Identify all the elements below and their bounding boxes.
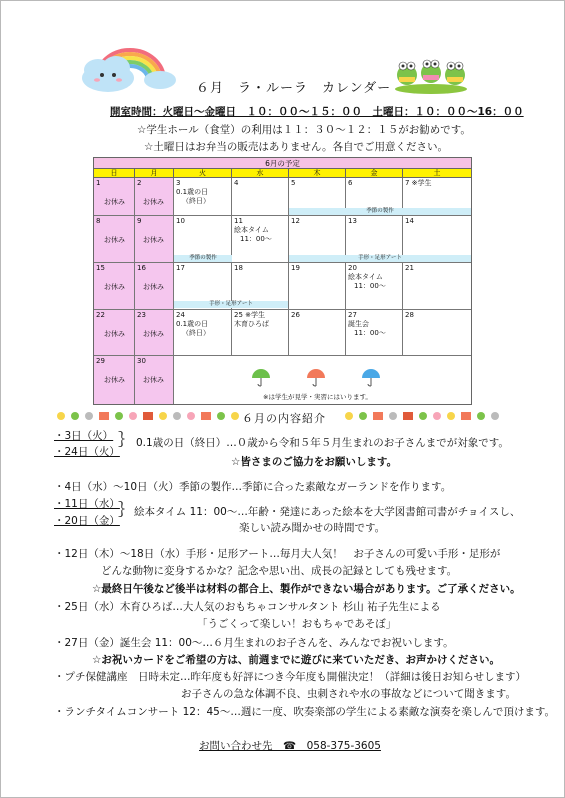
event-label: 0.1歳の日: [176, 188, 209, 196]
day-cell: [289, 263, 346, 310]
closed-label: お休み: [143, 283, 164, 291]
item-text: ・ランチタイムコンサート 12：45～…週に一度、吹奏楽部の学生による素敵な演奏を楽しんで頂けます。: [54, 706, 555, 718]
umbrella-icon: [361, 368, 381, 388]
weekday-sun: 日: [94, 169, 135, 178]
item-text: 「うごくって楽しい！おもちゃであそぼ」: [197, 618, 397, 630]
weekday-tue: 火: [174, 169, 232, 178]
day-number: 26: [291, 311, 300, 319]
day-cell: [94, 178, 135, 216]
day-number: 2: [137, 179, 142, 187]
closed-label: お休み: [104, 376, 125, 384]
event-band-hand-foot-art: 手形・足形アート: [174, 301, 288, 308]
opening-hours: 開室時間：火曜日～金曜日 １０：００～１５：００ 土曜日：１０：００～16：００: [110, 106, 524, 118]
item-date: ・3日（火）: [54, 430, 114, 442]
event-label: 絵本タイム: [234, 226, 269, 234]
day-number: 27: [348, 311, 357, 319]
calendar-heading: 6月の予定: [94, 158, 471, 169]
day-number: 20: [348, 264, 357, 272]
day-number: 6: [348, 179, 353, 187]
day-number: 16: [137, 264, 146, 272]
item-text: ・プチ保健講座 日時未定…昨年度も好評につき今年度も開催決定！（詳細は後日お知らせします）: [54, 671, 526, 683]
item-text: お子さんの急な体調不良、虫刺されや水の事故などについて聞きます。: [181, 688, 516, 700]
weekday-mon: 月: [135, 169, 174, 178]
day-number: 18: [234, 264, 243, 272]
day-number: 10: [176, 217, 185, 225]
item-note: ☆最終日午後など後半は材料の都合上、製作ができない場合があります。ご了承ください。: [92, 583, 521, 595]
day-cell: [135, 310, 174, 356]
calendar-footnote: ※は学生が見学・実習にはいります。: [263, 393, 372, 401]
item-text: どんな動物に変身するかな？記念や思い出、成長の記録としても残せます。: [101, 565, 458, 577]
event-band-hand-foot-art: 手形・足形アート: [289, 255, 471, 262]
day-cell: [135, 216, 174, 263]
event-detail: 11：00～: [354, 329, 386, 337]
brace: ｝: [118, 500, 135, 519]
weekday-sat: 土: [403, 169, 471, 178]
weekday-thu: 木: [289, 169, 346, 178]
weekday-fri: 金: [346, 169, 403, 178]
item-date: ・24日（火）: [54, 446, 120, 458]
event-detail: （終日）: [182, 329, 210, 337]
cafeteria-note: ☆学生ホール（食堂）の利用は１１：３０～１２：１５がお勧めです。: [137, 124, 471, 136]
closed-label: お休み: [104, 330, 125, 338]
day-number: 13: [348, 217, 357, 225]
day-number: 24: [176, 311, 185, 319]
closed-label: お休み: [104, 198, 125, 206]
event-band-seasonal-craft: 季節の製作: [174, 255, 232, 262]
day-cell: [94, 310, 135, 356]
item-note: ☆お祝いカードをご希望の方は、前週までに遊びに来ていただき、お声かけください。: [92, 654, 500, 666]
umbrella-icon: [251, 368, 271, 388]
event-label: 絵本タイム: [348, 273, 383, 281]
item-text: ・27日（金）誕生会 11：00～…６月生まれのお子さんを、みんなでお祝いします。: [54, 637, 454, 649]
decorative-icons-left: [55, 410, 240, 422]
closed-label: お休み: [104, 236, 125, 244]
day-number: 25 ※学生: [234, 311, 265, 319]
day-number: 17: [176, 264, 185, 272]
day-cell: [403, 263, 471, 310]
event-label: 木育ひろば: [234, 320, 269, 328]
day-number: 30: [137, 357, 146, 365]
item-text: ・4日（水）～10日（火）季節の製作…季節に合った素敵なガーランドを作ります。: [54, 481, 452, 493]
day-cell: [174, 310, 232, 356]
weekday-wed: 水: [232, 169, 289, 178]
day-cell: [135, 178, 174, 216]
day-number: 1: [96, 179, 101, 187]
event-detail: （終日）: [182, 197, 210, 205]
day-cell: [94, 216, 135, 263]
item-text: 絵本タイム 11：00～…年齢・発達にあった絵本を大学図書館司書がチョイスし、: [134, 506, 521, 518]
day-cell: [403, 310, 471, 356]
closed-label: お休み: [104, 283, 125, 291]
item-text: 0.1歳の日（終日）…０歳から令和５年５月生まれのお子さんまでが対象です。: [136, 437, 509, 449]
day-number: 21: [405, 264, 414, 272]
closed-label: お休み: [143, 198, 164, 206]
day-cell: [174, 178, 232, 216]
day-number: 7 ※学生: [405, 179, 432, 187]
day-number: 4: [234, 179, 239, 187]
brace: ｝: [118, 430, 135, 449]
event-detail: 11：00～: [354, 282, 386, 290]
day-number: 14: [405, 217, 414, 225]
event-label: 誕生会: [348, 320, 369, 328]
decorative-icons-right: [343, 410, 508, 422]
day-cell: [232, 310, 289, 356]
saturday-lunch-note: ☆土曜日はお弁当の販売はありません。各自でご用意ください。: [144, 141, 449, 153]
section-title: ６月の内容紹介: [242, 412, 326, 425]
june-calendar: [93, 157, 472, 405]
item-text: ・25日（水）木育ひろば…大人気のおもちゃコンサルタント 杉山 祐子先生による: [54, 601, 441, 613]
day-number: 12: [291, 217, 300, 225]
day-cell: [232, 178, 289, 216]
rainbow-cloud-illustration: [78, 40, 178, 96]
day-number: 9: [137, 217, 142, 225]
closed-label: お休み: [143, 376, 164, 384]
item-text: ・12日（木）～18日（水）手形・足形アート…毎月大人気！ お子さんの可愛い手形・足形が: [54, 548, 501, 560]
page-title: ６月 ラ・ルーラ カレンダー: [196, 81, 392, 96]
closed-label: お休み: [143, 330, 164, 338]
event-detail: 11：00～: [240, 235, 272, 243]
event-band-seasonal-craft: 季節の製作: [289, 208, 471, 215]
day-cell: [94, 356, 135, 404]
closed-label: お休み: [143, 236, 164, 244]
day-cell: [94, 263, 135, 310]
item-text: 楽しい読み聞かせの時間です。: [239, 522, 386, 534]
contact-info: お問い合わせ先 ☎ 058-375-3605: [199, 740, 381, 752]
day-number: 15: [96, 264, 105, 272]
frogs-illustration: [393, 55, 469, 95]
day-cell: [135, 263, 174, 310]
day-number: 8: [96, 217, 101, 225]
item-date: ・20日（金）: [54, 515, 120, 527]
day-number: 3: [176, 179, 181, 187]
day-number: 5: [291, 179, 296, 187]
day-number: 11: [234, 217, 243, 225]
umbrella-icon: [306, 368, 326, 388]
item-note: ☆皆さまのご協力をお願いします。: [231, 456, 398, 468]
day-cell: [346, 310, 403, 356]
event-label: 0.1歳の日: [176, 320, 209, 328]
day-number: 23: [137, 311, 146, 319]
day-number: 22: [96, 311, 105, 319]
day-number: 28: [405, 311, 414, 319]
day-cell: [346, 263, 403, 310]
day-cell: [289, 310, 346, 356]
day-cell: [232, 216, 289, 263]
day-number: 19: [291, 264, 300, 272]
item-date: ・11日（水）: [54, 498, 120, 510]
day-number: 29: [96, 357, 105, 365]
day-cell: [135, 356, 174, 404]
